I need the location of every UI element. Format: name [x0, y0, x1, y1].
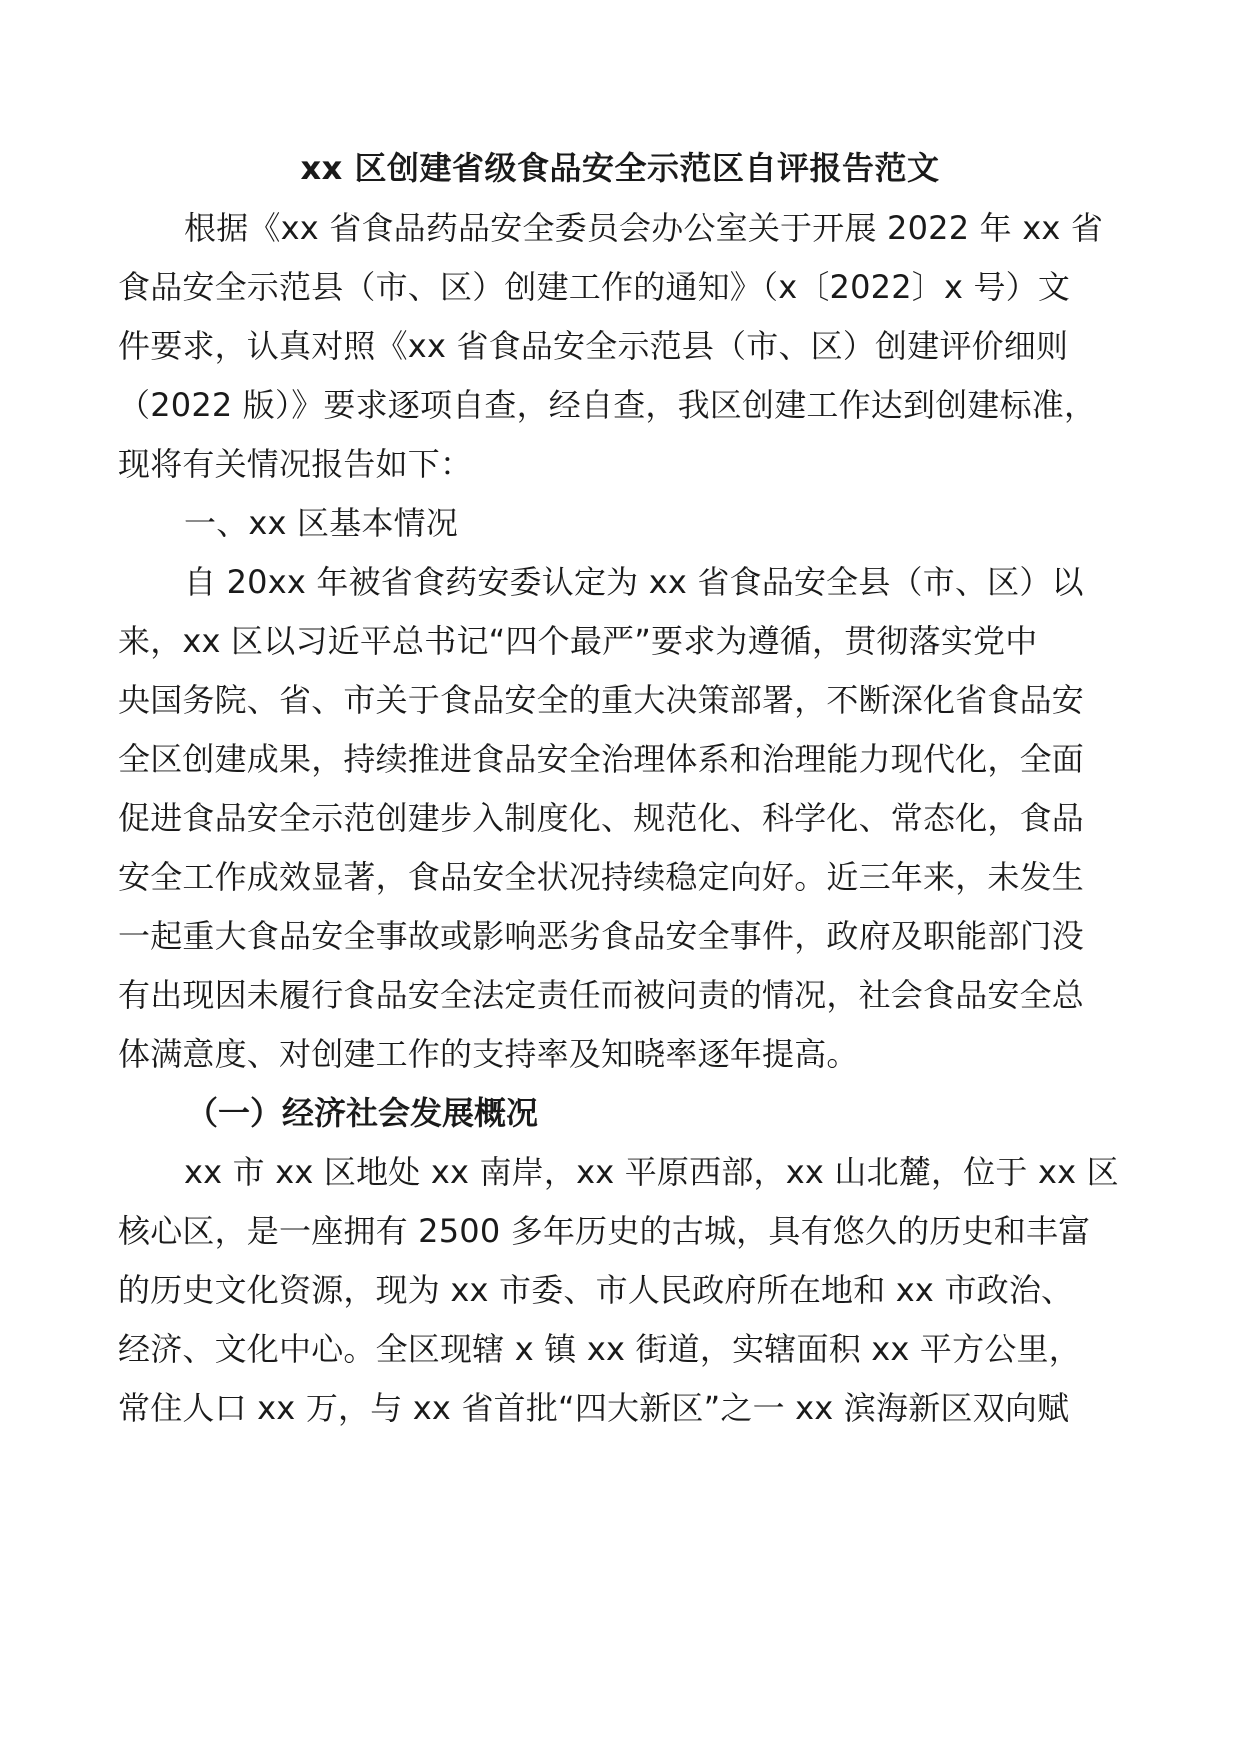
paragraph-1-line-2: 食品安全示范县（市、区）创建工作的通知》（x〔2022〕x 号）文 — [118, 268, 1071, 306]
paragraph-2-line-5: 促进食品安全示范创建步入制度化、规范化、科学化、常态化，食品 — [118, 799, 1085, 837]
paragraph-3-line-4: 经济、文化中心。全区现辖 x 镇 xx 街道，实辖面积 xx 平方公里， — [118, 1330, 1081, 1368]
document-title: xx 区创建省级食品安全示范区自评报告范文 — [300, 149, 940, 187]
paragraph-2-line-4: 全区创建成果，持续推进食品安全治理体系和治理能力现代化，全面 — [118, 740, 1085, 778]
paragraph-3-line-2: 核心区，是一座拥有 2500 多年历史的古城，具有悠久的历史和丰富 — [118, 1212, 1091, 1250]
paragraph-1-line-4: （2022 版）》要求逐项自查，经自查，我区创建工作达到创建标准， — [118, 386, 1097, 424]
paragraph-3-line-1: xx 市 xx 区地处 xx 南岸，xx 平原西部，xx 山北麓，位于 xx 区 — [184, 1153, 1119, 1191]
paragraph-2-line-3: 央国务院、省、市关于食品安全的重大决策部署，不断深化省食品安 — [118, 681, 1085, 719]
subheading-1: （一）经济社会发展概况 — [186, 1094, 539, 1132]
paragraph-2-line-6: 安全工作成效显著，食品安全状况持续稳定向好。近三年来，未发生 — [118, 858, 1085, 896]
paragraph-1-line-1: 根据《xx 省食品药品安全委员会办公室关于开展 2022 年 xx 省 — [184, 209, 1104, 247]
paragraph-2-line-2: 来，xx 区以习近平总书记“四个最严”要求为遵循，贯彻落实党中 — [118, 622, 1038, 660]
paragraph-3-line-3: 的历史文化资源，现为 xx 市委、市人民政府所在地和 xx 市政治、 — [118, 1271, 1074, 1309]
paragraph-2-line-1: 自 20xx 年被省食药安委认定为 xx 省食品安全县（市、区）以 — [184, 563, 1084, 601]
paragraph-1-line-3: 件要求，认真对照《xx 省食品安全示范县（市、区）创建评价细则 — [118, 327, 1069, 365]
paragraph-1-line-5: 现将有关情况报告如下： — [118, 445, 473, 483]
paragraph-2-line-7: 一起重大食品安全事故或影响恶劣食品安全事件，政府及职能部门没 — [118, 917, 1085, 955]
paragraph-2-line-9: 体满意度、对创建工作的支持率及知晓率逐年提高。 — [118, 1035, 859, 1073]
paragraph-2-line-8: 有出现因未履行食品安全法定责任而被问责的情况，社会食品安全总 — [118, 976, 1085, 1014]
paragraph-3-line-5: 常住人口 xx 万，与 xx 省首批“四大新区”之一 xx 滨海新区双向赋 — [118, 1389, 1070, 1427]
section-heading-1: 一、xx 区基本情况 — [184, 504, 459, 542]
